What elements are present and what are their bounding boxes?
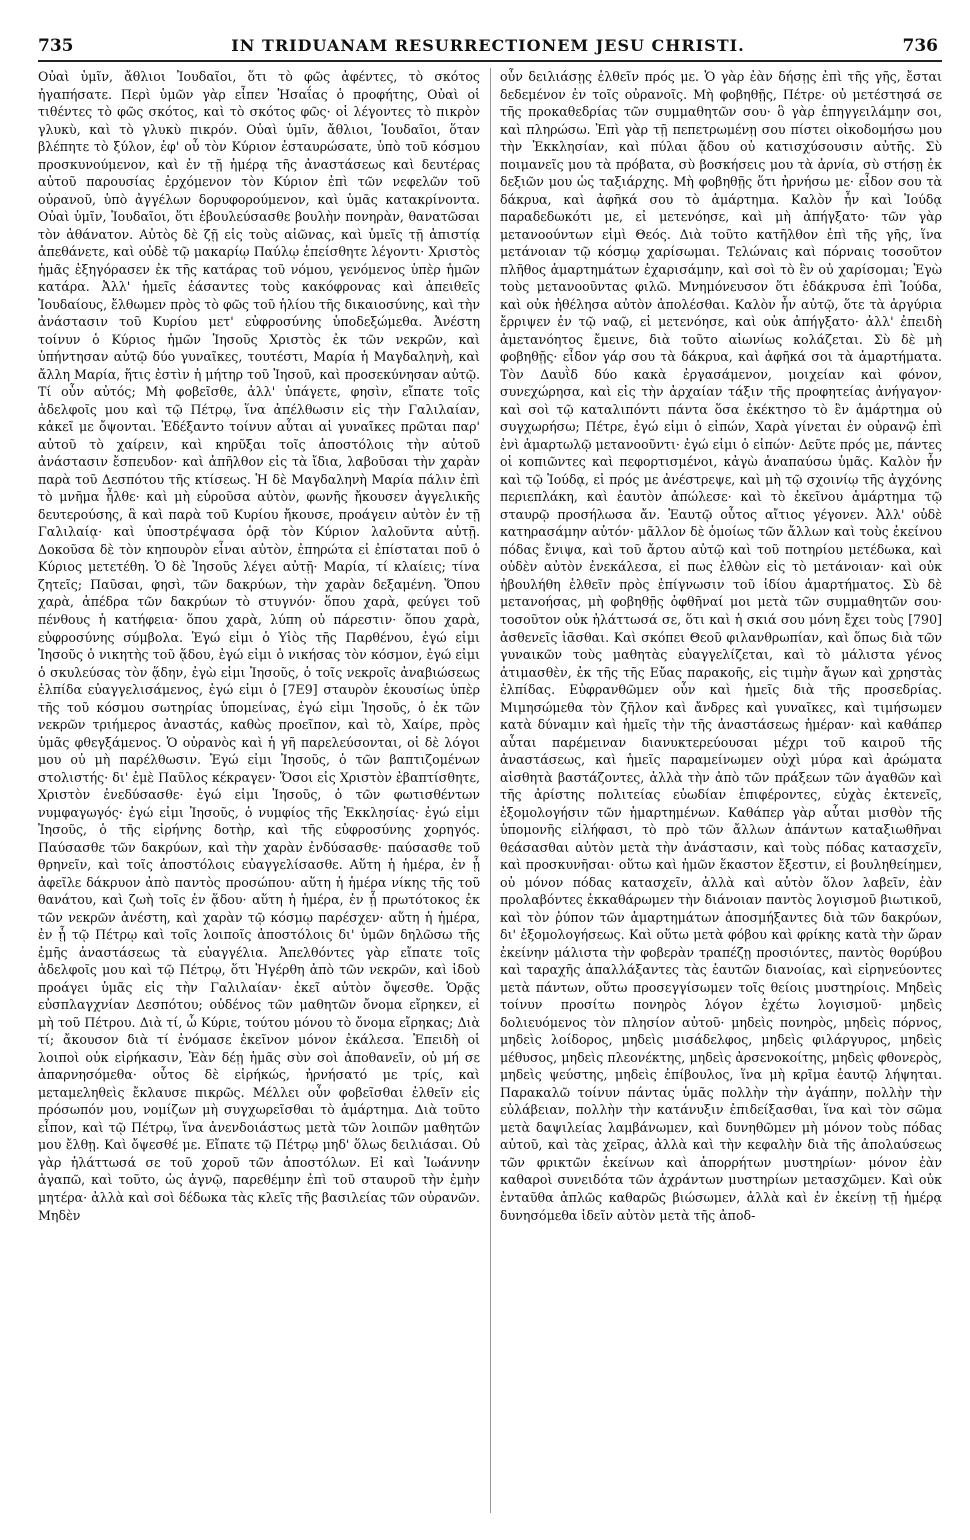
page-header: [38, 36, 938, 60]
header-rule: [38, 60, 942, 62]
left-page-number: 735: [38, 36, 74, 56]
left-column: [38, 68, 480, 1518]
left-column-text: Οὐαὶ ὑμῖν, ἄθλιοι Ἰουδαῖοι, ὅτι τὸ φῶς ἀφέντες, τὸ σκότος ἠγαπήσατε. Περὶ ὑμῶν γὰρ εἶπεν Ἡσαΐας ὁ προφήτης, Οὐαὶ οἱ τιθέντες τὸ φῶς σκότος, καὶ τὸ σκότος φῶς· οἱ λέγοντες τὸ πικρὸν γλυκὺ, καὶ τὸ γλυκὺ πικρόν. Οὐαὶ ὑμῖν, ἄθλιοι, Ἰουδαῖοι, ὅταν βλέπητε τὸ ξύλον, ἐφ' οὗ τὸν Κύριον ἐσταυρώσατε, ὑπὸ τοῦ κόσμου προσκυνούμενον, καὶ ἐν τῇ ἡμέρᾳ τῆς ἀναστάσεως καὶ δευτέρας αὐτοῦ παρουσίας ἐρχόμενον τὸν Κύριον ἐπὶ τῶν νεφελῶν τοῦ οὐρανοῦ, ὑπὸ ἀγγέλων δορυφορούμενον, καὶ ὑμᾶς κατακρίνοντα. Οὐαὶ ὑμῖν, Ἰουδαῖοι, ὅτι ἐβουλεύσασθε βουλὴν πονηρὰν, θανατῶσαι τὸν ἀθάνατον. Αὐτὸς δὲ ζῇ εἰς τοὺς αἰῶνας, καὶ ὑμεῖς τῇ ἀπιστίᾳ ἀπεθάνετε, καὶ οὐδὲ τῷ μακαρίῳ Παύλῳ ἐπείσθητε λέγοντι· Χριστὸς ἡμᾶς ἐξηγόρασεν ἐκ τῆς κατάρας τοῦ νόμου, γενόμενος ὑπὲρ ἡμῶν κατάρα. Ἀλλ' ἡμεῖς ἐάσαντες τοὺς κακόφρονας καὶ ἀπειθεῖς Ἰουδαίους, ἔλθωμεν πρὸς τὸ φῶς τοῦ ἡλίου τῆς δικαιοσύνης, καὶ τὴν ἀνάστασιν τοῦ Κυρίου μετ' εὐφροσύνης ὑποδεξώμεθα. Ἀνέστη τοίνυν ὁ Κύριος ἡμῶν Ἰησοῦς Χριστὸς ἐκ τῶν νεκρῶν, καὶ ὑπήντησαν αὐτῷ δύο γυναῖκες, τουτέστι, Μαρία ἡ Μαγδαληνὴ, καὶ ἄλλη Μαρία, ἥτις ἐστὶν ἡ μήτηρ τοῦ Ἰησοῦ, καὶ προσεκύνησαν αὐτῷ. Τί οὖν αὐτός; Μὴ φοβεῖσθε, ἀλλ' ὑπάγετε, φησὶν, εἴπατε τοῖς ἀδελφοῖς μου καὶ τῷ Πέτρῳ, ἵνα ἀπέλθωσιν εἰς τὴν Γαλιλαίαν, κἀκεῖ με ὄψονται. Ἐδέξαντο τοίνυν αὗται αἱ γυναῖκες πρῶται παρ' αὐτοῦ τὸ χαίρειν, καὶ κηρῦξαι τοῖς ἀποστόλοις τὴν αὐτοῦ ἀνάστασιν ἔσπευδον· καὶ ἀπῆλθον εἰς τὰ ἴδια, λαβοῦσαι τὴν χαρὰν παρὰ τοῦ Δεσπότου τῆς κτίσεως. Ἡ δὲ Μαγδαληνὴ Μαρία πάλιν ἐπὶ τὸ μνῆμα ἦλθε· καὶ μὴ εὑροῦσα αὐτὸν, φωνῆς ἤκουσεν ἀγγελικῆς δευτερούσης, ἃ καὶ παρὰ τοῦ Κυρίου ἤκουσε, προάγειν αὐτὸν ἐν τῇ Γαλιλαίᾳ· καὶ ὑποστρέψασα ὁρᾷ τὸν Κύριον λαλοῦντα αὐτῇ. Δοκοῦσα δὲ τὸν κηπουρὸν εἶναι αὐτὸν, ἐπηρώτα εἰ ἐπίσταται ποῦ ὁ Κύριος μετετέθη. Ὁ δὲ Ἰησοῦς λέγει αὐτῇ· Μαρία, τί κλαίεις; τίνα ζητεῖς; Παῦσαι, φησὶ, τῶν δακρύων, τὴν χαρὰν δεξαμένη. Ὅπου χαρὰ, ἀπέδρα τῶν δακρύων τὸ στυγνόν· ὅπου χαρὰ, φεύγει τοῦ πένθους ἡ κατήφεια· ὅπου χαρὰ, λύπη οὐ πάρεστιν· ὅπου χαρὰ, εὐφροσύνης σύμβολα. Ἐγώ εἰμι ὁ Υἱὸς τῆς Παρθένου, ἐγώ εἰμι Ἰησοῦς ὁ νικητὴς τοῦ ᾅδου, ἐγώ εἰμι ὁ νικήσας τὸν κόσμον, ἐγώ εἰμι ὁ σκυλεύσας τὸν ᾅδην, ἐγὼ εἰμι Ἰησοῦς, ὁ τοῖς νεκροῖς ἀναβιώσεως ἐλπίδα εὐαγγελισάμενος, ἐγώ εἰμι ὁ [7E9] σταυρὸν ἑκουσίως ὑπὲρ τῆς τοῦ κόσμου σωτηρίας ὑπομείνας, ἐγώ εἰμι Ἰησοῦς, ὁ ἐκ τῶν νεκρῶν τριήμερος ἀναστάς, καθὼς προεῖπον, καὶ τὸ, Χαίρε, πρὸς ὑμᾶς φθεγξάμενος. Ὁ οὐρανὸς καὶ ἡ γῆ παρελεύσονται, οἱ δὲ λόγοι μου οὐ μὴ παρέλθωσιν. Ἐγώ εἰμι Ἰησοῦς, ὁ τῶν βαπτιζομένων στολιστής· δι' ἐμὲ Παῦλος κέκραγεν· Ὅσοι εἰς Χριστὸν ἐβαπτίσθητε, Χριστὸν ἐνεδύσασθε· ἐγώ εἰμι Ἰησοῦς, ὁ τῶν φωτισθέντων νυμφαγωγός· ἐγώ εἰμι Ἰησοῦς, ὁ νυμφίος τῆς Ἐκκλησίας· ἐγώ εἰμι Ἰησοῦς, ὁ τῆς εἰρήνης δοτὴρ, καὶ τῆς εὐφροσύνης χορηγός. Παύσασθε τῶν δακρύων, καὶ τὴν χαρὰν ἐνδύσασθε· παύσασθε τοῦ θρηνεῖν, καὶ τοῖς ἀποστόλοις εὐαγγελίσασθε. Αὕτη ἡ ἡμέρα, ἐν ᾗ ἀφεῖλε δάκρυον ἀπὸ παντὸς προσώπου· αὕτη ἡ ἡμέρα νίκης τῆς τοῦ θανάτου, καὶ ζωὴ τοῖς ἐν ᾅδου· αὕτη ἡ ἡμέρα, ἐν ᾗ πρωτότοκος ἐκ τῶν νεκρῶν ἀνέστη, καὶ χαρὰν τῷ κόσμῳ παρέσχεν· αὕτη ἡ ἡμέρα, ἐν ᾗ τῷ Πέτρῳ καὶ τοῖς λοιποῖς ἀποστόλοις δι' ὑμῶν δηλῶσω τῆς ἐμῆς ἀναστάσεως τὰ εὐαγγέλια. Ἀπελθόντες γὰρ εἴπατε τοῖς ἀδελφοῖς μου καὶ τῷ Πέτρῳ, ὅτι Ἠγέρθη ἀπὸ τῶν νεκρῶν, καὶ ἰδοὺ προάγει ὑμᾶς εἰς τὴν Γαλιλαίαν· ἐκεῖ αὐτὸν ὄψεσθε. Ὁρᾷς εὐσπλαγχνίαν Δεσπότου; οὐδένος τῶν μαθητῶν ὄνομα εἴρηκεν, εἰ μὴ τοῦ Πέτρου. Διὰ τί, ὦ Κύριε, τούτου μόνου τὸ ὄνομα εἴρηκας; Διὰ τί; ἄκουσον διὰ τί ἐνόμασε ἐκεῖνον μόνον ἐκάλεσα. Ἐπειδὴ οἱ λοιποὶ οὐκ εἰρήκασιν, Ἐὰν δέῃ ἡμᾶς σὺν σοὶ ἀποθανεῖν, οὐ μή σε ἀπαρνησόμεθα· οὗτος δὲ εἰρήκώς, ἠρνήσατό με τρίς, καὶ μεταμεληθεὶς ἔκλαυσε πικρῶς. Μέλλει οὖν φοβεῖσθαι ἐλθεῖν εἰς πρόσωπόν μου, νομίζων μὴ συγχωρεῖσθαι τὸ ἁμάρτημα. Διὰ τοῦτο εἶπον, καὶ τῷ Πέτρῳ, ἵνα ἀνενδοιάστως μετὰ τῶν λοιπῶν μαθητῶν μου ἔλθῃ. Καὶ ὄψεσθέ με. Εἴπατε τῷ Πέτρῳ μηδ' ὅλως δειλιάσαι. Οὐ γὰρ ἡλάττωσά σε τοῦ χοροῦ τῶν ἀποστόλων. Εἰ καὶ Ἰωάννην ἀγαπῶ, καὶ τοῦτο, ὡς ἁγνῷ, παρεθέμην ἐπὶ τοῦ σταυροῦ τὴν ἐμὴν μητέρα· ἀλλὰ καὶ σοὶ δέδωκα τὰς κλεῖς τῆς βασιλείας τῶν οὐρανῶν. Μηδὲν: [38, 69, 480, 1223]
right-page-number: 736: [902, 36, 938, 56]
right-column: [500, 68, 942, 1518]
running-title: IN TRIDUANAM RESURRECTIONEM JESU CHRISTI.: [231, 36, 745, 55]
right-column-text: οὖν δειλιάσῃς ἐλθεῖν πρός με. Ὁ γὰρ ἐὰν δήσῃς ἐπὶ τῆς γῆς, ἔσται δεδεμένον ἐν τοῖς οὐρανοῖς. Μὴ φοβηθῇς, Πέτρε· οὐ μετέστησά σε τῆς προκαθεδρίας τῶν συμμαθητῶν σου· ὃ γὰρ ἐπηγγειλάμην σοι, καὶ πληρώσω. Ἐπὶ γὰρ τῇ πεπετρωμένῃ σου πίστει οἰκοδομήσω μου τὴν Ἐκκλησίαν, καὶ πύλαι ᾅδου οὐ κατισχύσουσιν αὐτῆς. Σὺ ποιμανεῖς μου τὰ πρόβατα, σὺ βοσκήσεις μου τὰ ἀρνία, σὺ στήσῃ ἐκ δεξιῶν μου ὡς ταξιάρχης. Μὴ φοβηθῇς ὅτι ἠρνήσω με· εἶδον σου τὰ δάκρυα, καὶ ἀφῆκά σου τὸ ἁμάρτημα. Καλὸν ἦν καὶ Ἰούδᾳ παραδεδωκότι με, εἰ μετενόησε, καὶ μὴ ἀπήγξατο· τῶν γὰρ μετανοούντων εἰμὶ Θεός. Διὰ τοῦτο κατῆλθον ἐπὶ τῆς γῆς, ἵνα μετάνοιαν τῷ κόσμῳ χαρίσωμαι. Τελώναις καὶ πόρναις τοσοῦτον πλῆθος ἁμαρτημάτων ἐχαρισάμην, καὶ σοὶ τὸ ἓν οὐ χαρίσομαι; Ἐγὼ τοὺς μετανοοῦντας φιλῶ. Μνημόνευσον ὅτι ἐδάκρυσα ἐπὶ Ἰούδα, καὶ οὐκ ἠθέλησα αὐτὸν ἀπολέσθαι. Καλὸν ἦν αὐτῷ, ὅτε τὰ ἀργύρια ἔρριψεν ἐν τῷ ναῷ, εἰ μετενόησε, καὶ οὐκ ἀπήγξατο· ἀλλ' ἐπειδὴ ἀμετανόητος ἔμεινε, διὰ τοῦτο αἰωνίως κολάζεται. Σὺ δὲ μὴ φοβηθῇς· εἶδον γάρ σου τὰ δάκρυα, καὶ ἀφῆκά σοι τὰ ἁμαρτήματα. Τὸν Δαυῒδ δύο κακὰ ἐργασάμενον, μοιχείαν καὶ φόνον, συνεχώρησα, καὶ εἰς τὴν ἀρχαίαν τάξιν τῆς προφητείας ἀνήγαγον· καὶ σοὶ τῷ καταλιπόντι πάντα ὅσα ἐκέκτησο τὸ ἓν ἁμάρτημα οὐ συγχωρήσω; Πέτρε, ἐγώ εἰμι ὁ εἰπών, Χαρὰ γίνεται ἐν οὐρανῷ ἐπὶ ἑνὶ ἁμαρτωλῷ μετανοοῦντι· ἐγώ εἰμι ὁ εἰπών· Δεῦτε πρός με, πάντες οἱ κοπιῶντες καὶ πεφορτισμένοι, κἀγὼ ἀναπαύσω ὑμᾶς. Καλὸν ἦν καὶ τῷ Ἰούδᾳ, εἰ πρός με ἀνέστρεψε, καὶ μὴ τῷ σχοινίῳ τῆς ἀγχόνης περιεπλάκη, καὶ ἑαυτὸν ἀπώλεσε· καὶ τὸ ἐκεῖνου ἁμάρτημα τῷ σταυρῷ προσήλωσα ἄν. Ἑαυτῷ οὗτος αἴτιος γέγονεν. Ἀλλ' οὐδὲ κατηρασάμην αὐτόν· μᾶλλον δὲ ὁμοίως τῶν ἄλλων καὶ τοὺς ἐκείνου πόδας ἔνιψα, καὶ τοῦ ἄρτου αὐτῷ καὶ τοῦ ποτηρίου μετέδωκα, καὶ οὐδὲν αὐτὸν ἐνεκάλεσα, εἰ πως ἐλθὼν εἰς τὸ μετάνοιαν· καὶ οὐκ ἠβουλήθη ἐλθεῖν πρὸς ἐπίγνωσιν τοῦ ἰδίου ἁμαρτήματος. Σὺ δὲ μετανοήσας, μὴ φοβηθῇς ὀφθῆναί μοι μετὰ τῶν συμμαθητῶν σου· τοσοῦτον οὐκ ἠλάττωσά σε, ὅτι καὶ ἡ σκιά σου μόνη ἔχει τοὺς [790] ἀσθενεῖς ἰᾶσθαι. Καὶ σκόπει Θεοῦ φιλανθρωπίαν, καὶ ὅπως διὰ τῶν γυναικῶν τοὺς μαθητὰς εὐαγγελίζεται, καὶ τὸ μάλιστα γένος ἀτιμασθὲν, ἐκ τῆς τῆς Εὔας παρακοῆς, εἰς τιμὴν ἄγων καὶ χρηστὰς ἐλπίδας. Εὐφρανθῶμεν οὖν καὶ ἡμεῖς διὰ τῆς προσεδρίας. Μιμησώμεθα τὸν ζῆλον καὶ ἄνδρες καὶ γυναῖκες, καὶ τιμήσωμεν κατὰ δύναμιν καὶ ἡμεῖς τὴν τῆς ἀναστάσεως ἡμέραν· καὶ καθάπερ αὗται παρέμειναν διανυκτερεύουσαι μέχρι τοῦ καιροῦ τῆς ἀναστάσεως, καὶ ἡμεῖς παραμείνωμεν οὐχὶ μύρα καὶ ἀρώματα αἰσθητὰ βαστάζοντες, ἀλλὰ τὴν ἀπὸ τῶν πράξεων τῶν ἀγαθῶν καὶ τῆς ἀρίστης πολιτείας εὐωδίαν ἐπιφέροντες, εὐχὰς ἐκτενεῖς, ἐξομολογήσιν τῶν ἡμαρτημένων. Καθάπερ γὰρ αὗται μισθὸν τῆς ὑπομονῆς εἰλήφασι, τὸ πρὸ τῶν ἄλλων ἁπάντων καταξιωθῆναι θεάσασθαι αὐτὸν μετὰ τὴν ἀνάστασιν, καὶ τοὺς πόδας κατασχεῖν, καὶ προσκυνῆσαι· οὕτω καὶ ἡμῶν ἕκαστον ἔξεστιν, εἰ βουληθείημεν, οὐ μόνον πόδας κατασχεῖν, ἀλλὰ καὶ αὐτὸν ὅλον λαβεῖν, ἐὰν προλαβόντες ἐκκαθάρωμεν τὴν διάνοιαν παντὸς λογισμοῦ βιωτικοῦ, καὶ τὸν ῥύπον τῶν ἁμαρτημάτων ἀποσμήξαντες διὰ τῶν δακρύων, δι' ἐξομολογήσεως. Καὶ οὕτω μετὰ φόβου καὶ φρίκης κατὰ τὴν ὥραν ἐκείνην μάλιστα τὴν φοβερὰν τραπέζῃ προσιόντες, παντὸς θορύβου καὶ ταραχῆς ἀπαλλάξαντες τὰς ἑαυτῶν διανοίας, καὶ εἰρηνεύοντες μετὰ πάντων, οὕτω προσεγγίσωμεν τοῖς θείοις μυστηρίοις. Μηδεὶς τοίνυν προσίτω πονηρὸς λόγον ἐχέτω λογισμοῦ· μηδεὶς δολιευόμενος τὸν πλησίον αὐτοῦ· μηδεὶς πονηρὸς, μηδεὶς πόρνος, μηδεὶς λοίδορος, μηδεὶς μισάδελφος, μηδεὶς φιλάργυρος, μηδεὶς μέθυσος, μηδεὶς πλεονέκτης, μηδεὶς ἀρσενοκοίτης, μηδεὶς φθονερὸς, μηδεὶς ψεύστης, μηδεὶς ἐπίβουλος, ἵνα μὴ κρῖμα ἑαυτῷ λήψηται. Παρακαλῶ τοίνυν πάντας ὑμᾶς πολλὴν τὴν ἀγάπην, πολλὴν τὴν εὐλάβειαν, πολλὴν τὴν κατάνυξιν ἐπιδείξασθαι, ἵνα καὶ τὸν σῶμα μετὰ δαψιλείας λαμβάνωμεν, καὶ δυνηθῶμεν μὴ μόνον τοὺς πόδας αὐτοῦ, καὶ τὰς χεῖρας, ἀλλὰ καὶ τὴν κεφαλὴν διὰ τῆς ἀπολαύσεως τῶν φρικτῶν ἐκείνων καὶ ἀπορρήτων μυστηρίων· μόνον ἐὰν καθαροὶ συνειδότα τῶν ἀχράντων μυστηρίων μετασχῶμεν. Καὶ οὐκ ἐνταῦθα ἁπλῶς καθαρῶς βιώσωμεν, ἀλλὰ καὶ ἐν ἐκείνῃ τῇ ἡμέρᾳ δυνησόμεθα ἰδεῖν αὐτὸν μετὰ τῆς ἀποδ-: [500, 69, 942, 1223]
column-divider: [490, 68, 491, 1513]
